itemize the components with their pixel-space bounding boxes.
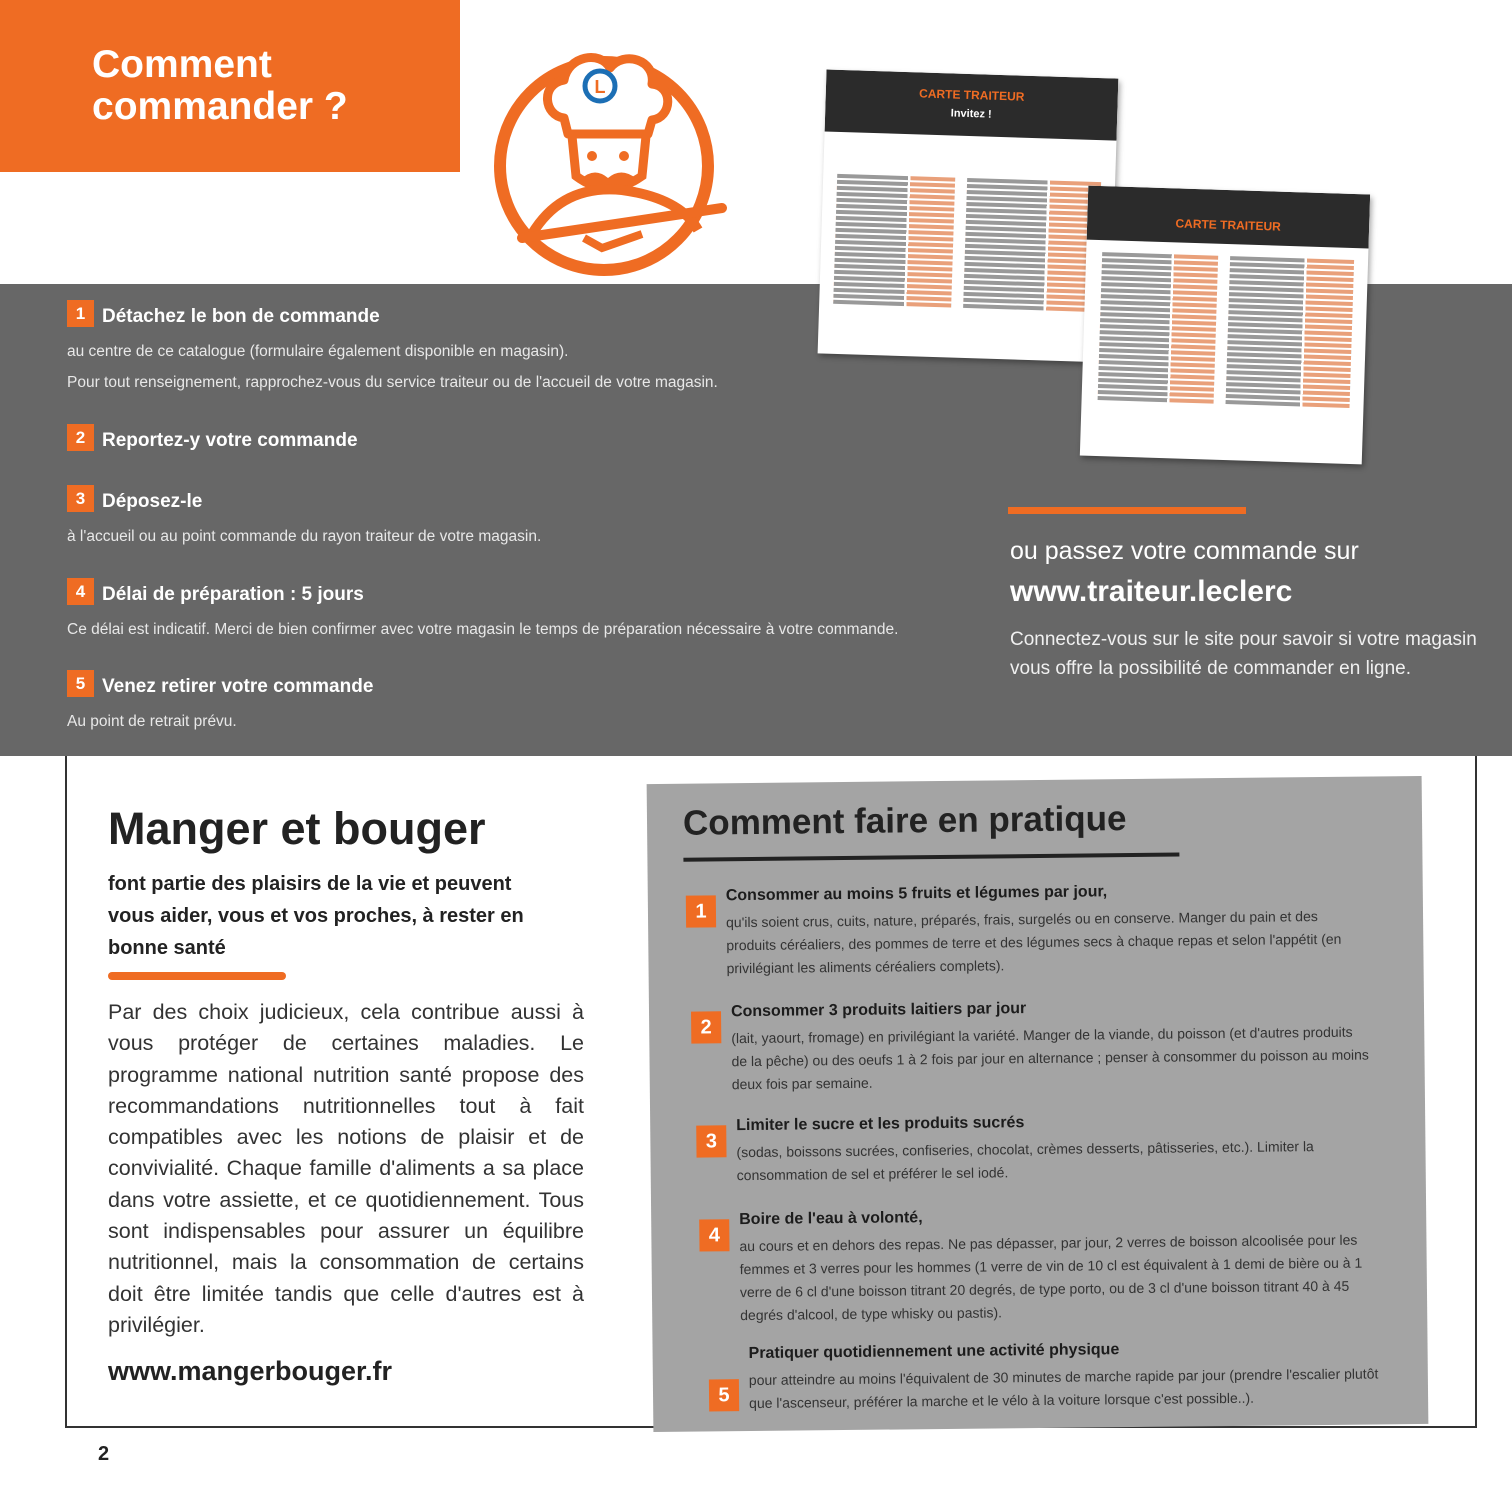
step-line: Pour tout renseignement, rapprochez-vous du service traiteur ou de l'accueil de votre magasin. (67, 374, 718, 391)
page-title (92, 44, 348, 128)
manger-bouger-link[interactable]: www.mangerbouger.fr (108, 1356, 393, 1386)
step-number: 5 (67, 670, 94, 697)
practice-panel-bg (647, 776, 1429, 1432)
step-description (67, 706, 237, 737)
card-title: CARTE TRAITEUR (918, 86, 1025, 104)
online-note: Connectez-vous sur le site pour savoir si votre magasin vous offre la possibilité de commander en ligne. (1010, 629, 1477, 679)
tip-heading: Pratiquer quotidiennement une activité physique (748, 1341, 1120, 1363)
card-rows (1098, 252, 1219, 406)
title-line-2: commander ? (92, 85, 348, 128)
tip-text: qu'ils soient crus, cuits, nature, préparés, frais, surgelés ou en conserve. Manger du pain et des produits céréaliers, des pommes de terre et des légumes secs à chaque repas et selon l'appétit (en privilégiant les aliments céréaliers complets). (725, 908, 1342, 977)
tip-text: au cours et en dehors des repas. Ne pas dépasser, par jour, 2 verres de boisson alcoolisée pour les femmes et 3 verres pour les hommes (1 verre de vin de 10 cl est équivalent à 1 demi de bière ou à 1 verre de 6 cl d'une boisson titrant 20 degrés, de type porto, ou de 3 cl d'une boisson titrant 40 à 45 degrés d'alcool, de type whisky ou pastis). (739, 1231, 1363, 1324)
manger-bouger-body: Par des choix judicieux, cela contribue aussi à vous protéger de certaines maladies. Le programme national nutrition santé propose des recommandations nutritionnelles tout à fait compatibles avec les notions de plaisir et de convivialité. Chaque famille d'aliments a sa place dans votre assiette, et ce quotidiennement. Tous sont indispensables pour assurer un équilibre nutritionnel, mais la consommation de certains doit être limitée tandis que celle d'autres est à privilégier. (108, 1000, 584, 1337)
step-line: à l'accueil ou au point commande du rayon traiteur de votre magasin. (67, 528, 542, 545)
card-subtitle: Invitez ! (950, 107, 992, 121)
order-form-card-2 (1080, 186, 1370, 465)
tip-text: pour atteindre au moins l'équivalent de 30 minutes de marche rapide par jour (prendre l'escalier plutôt que l'ascenseur, préférer la marche et le vélo à la voiture lorsque c'est possible..). (748, 1365, 1379, 1412)
step-heading: Venez retirer votre commande (102, 676, 374, 697)
step-heading: Reportez-y votre commande (102, 430, 358, 451)
step-number: 2 (67, 424, 94, 451)
card-title: CARTE TRAITEUR (1087, 186, 1371, 249)
tip-number: 5 (709, 1379, 739, 1411)
accent-bar (108, 972, 286, 980)
tip-heading: Boire de l'eau à volonté, (739, 1209, 923, 1229)
step-heading: Déposez-le (102, 491, 203, 512)
chef-icon (492, 38, 732, 278)
title-line-1: Comment (92, 43, 272, 86)
tip-heading: Consommer 3 produits laitiers par jour (730, 1000, 1027, 1021)
practice-title: Comment faire en pratique (682, 799, 1127, 843)
step-number: 3 (67, 485, 94, 512)
step-description (67, 614, 898, 645)
step-line: au centre de ce catalogue (formulaire également disponible en magasin). (67, 343, 569, 360)
step-line: Au point de retrait prévu. (67, 713, 237, 730)
tip-number: 4 (699, 1219, 729, 1251)
tip-text: (lait, yaourt, fromage) en privilégiant la variété. Manger de la viande, du poisson (et d'autres produits de la pêche) ou des oeufs 1 à 2 fois par jour en alternance ; penser à consommer du poisson au moins deux fois par semaine. (731, 1023, 1369, 1093)
online-divider (1008, 507, 1246, 514)
practice-title-rule (683, 853, 1179, 862)
logo-letter: L (594, 77, 606, 97)
practice-panel (650, 780, 1425, 1428)
tip-heading: Consommer au moins 5 fruits et légumes par jour, (725, 883, 1108, 905)
online-order-link[interactable]: www.traiteur.leclerc (1010, 575, 1293, 608)
step-description (67, 521, 541, 552)
tip-text: (sodas, boissons sucrées, confiseries, chocolat, crèmes desserts, pâtisseries, etc.). Limiter la consommation de sel et préférer le sel iodé. (736, 1138, 1314, 1184)
step-heading: Détachez le bon de commande (102, 306, 380, 327)
manger-bouger-title: Manger et bouger (108, 803, 486, 854)
step-heading: Délai de préparation : 5 jours (102, 584, 364, 605)
title-banner (0, 0, 460, 172)
card-rows (963, 178, 1101, 314)
tip-number: 1 (686, 895, 716, 927)
step-number: 4 (67, 578, 94, 605)
step-number: 1 (67, 300, 94, 327)
page-number: 2 (98, 1443, 110, 1465)
card-rows (1225, 256, 1354, 410)
tip-number: 3 (696, 1125, 726, 1157)
step-description (67, 336, 718, 398)
tip-number: 2 (691, 1011, 721, 1043)
online-lead-text: ou passez votre commande sur (1010, 537, 1359, 565)
step-line: Ce délai est indicatif. Merci de bien confirmer avec votre magasin le temps de préparation nécessaire à votre commande. (67, 621, 899, 638)
card-rows (833, 174, 955, 310)
tip-heading: Limiter le sucre et les produits sucrés (736, 1114, 1025, 1135)
order-form-card-1 (818, 69, 1119, 362)
manger-bouger-subtitle: font partie des plaisirs de la vie et peuvent vous aider, vous et vos proches, à rester en bonne santé (108, 873, 524, 959)
